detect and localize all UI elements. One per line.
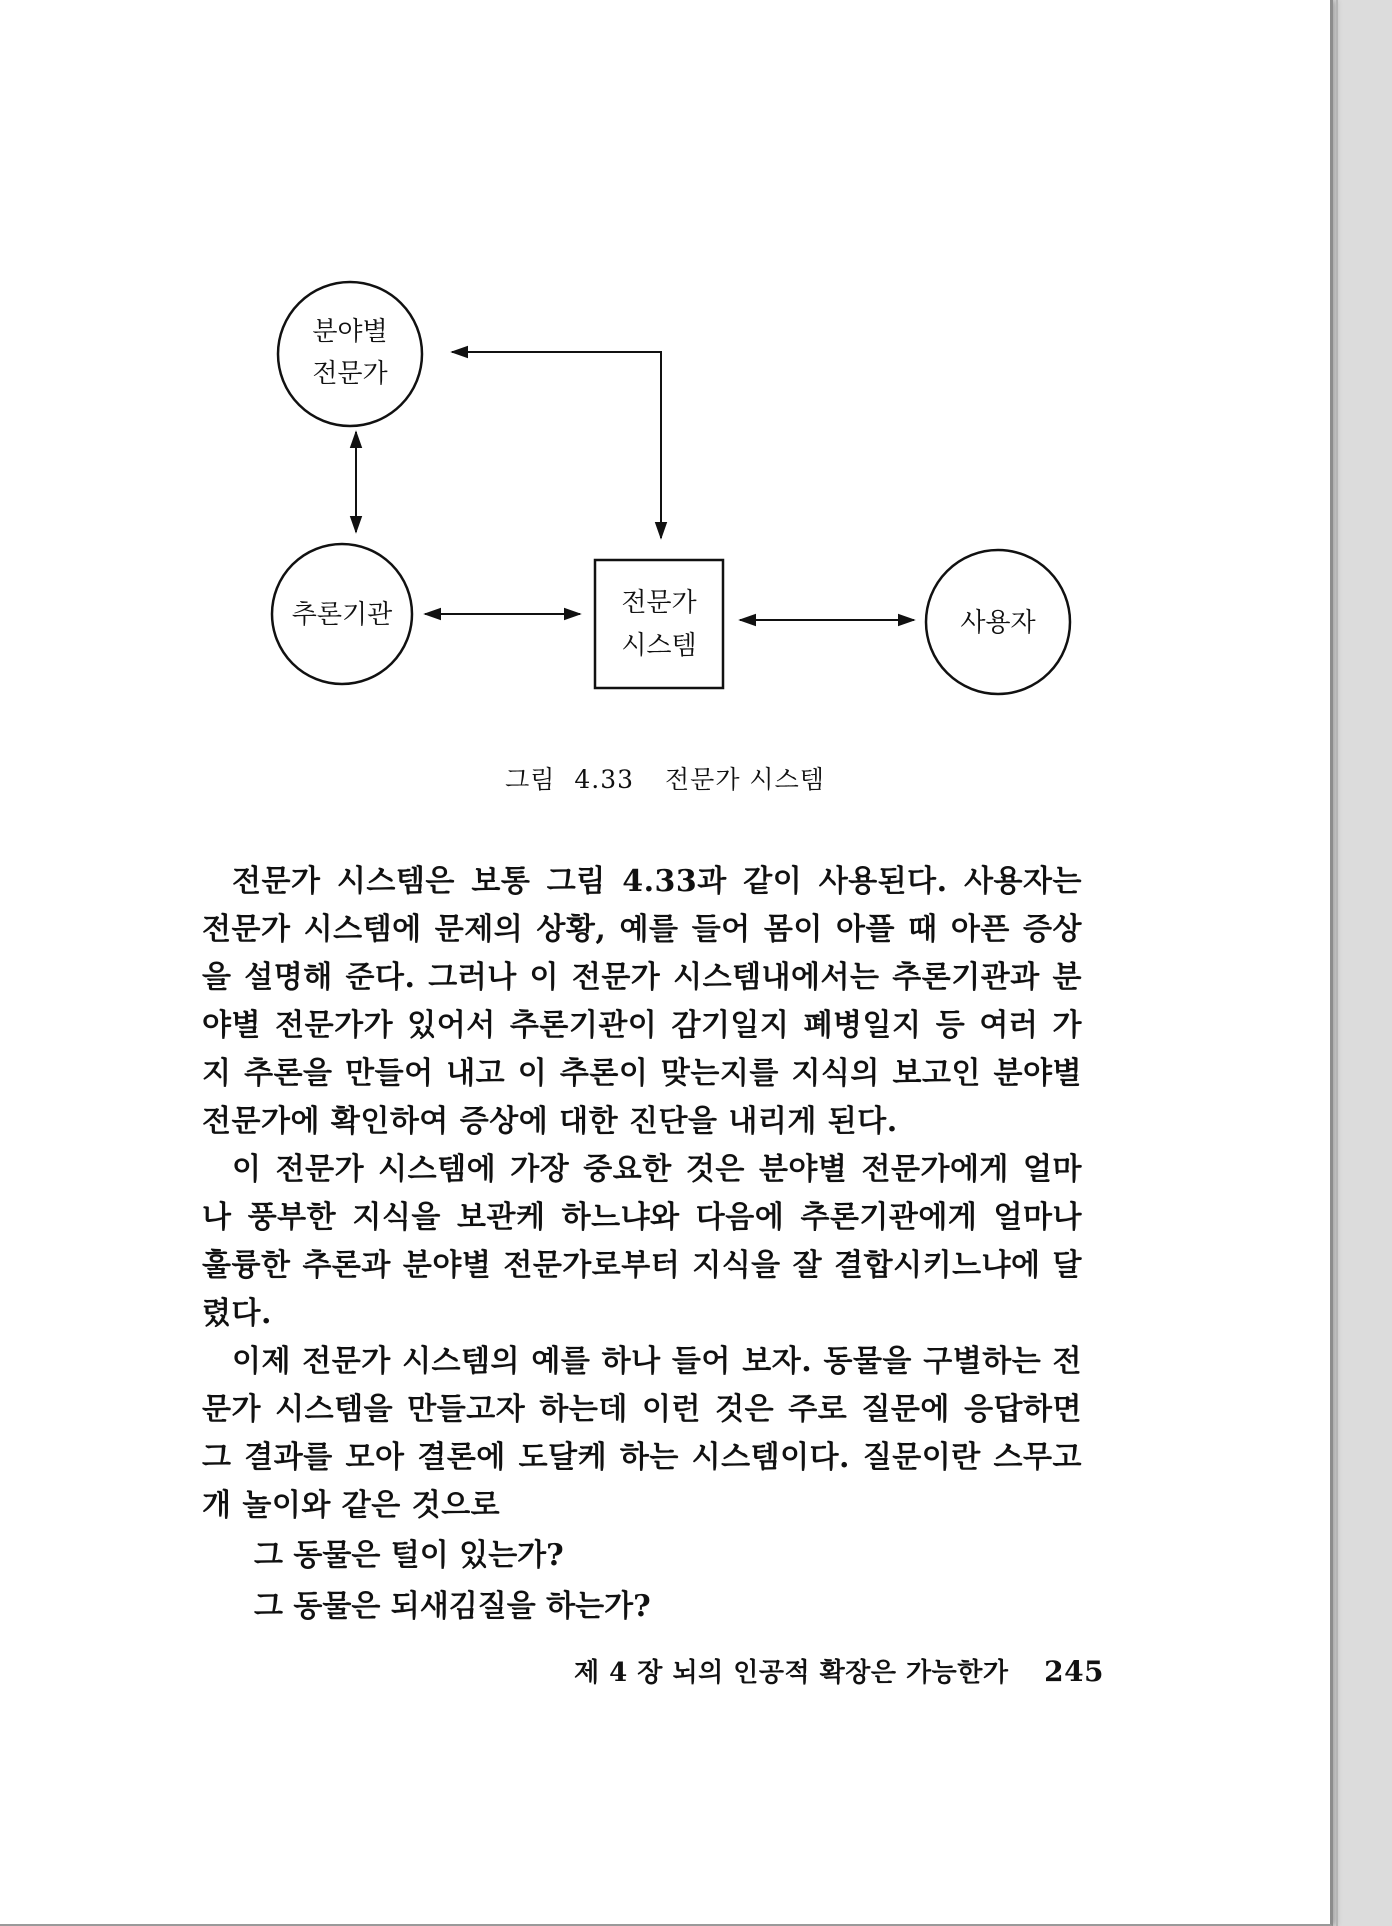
edge-system-expert bbox=[452, 352, 661, 538]
domain-expert-label-line2: 전문가 bbox=[312, 359, 388, 389]
expert-system-label-line1: 전문가 bbox=[621, 588, 697, 618]
paragraph: 전문가 시스템은 보통 그림 4.33과 같이 사용된다. 사용자는 전문가 시스템에 문제의 상황, 예를 들어 몸이 아플 때 아픈 증상을 설명해 준다. 그러나 이 전문가 시스템내에서는 추론기관과 분야별 전문가가 있어서 추론기관이 감기일지 폐병일지 등 여러 가지 추론을 만들어 내고 이 추론이 맞는지를 지식의 보고인 분야별 전문가에 확인하여 증상에 대한 진단을 내리게 된다. bbox=[202, 864, 1082, 1139]
caption-prefix: 그림 bbox=[505, 765, 556, 794]
node-domain-expert bbox=[278, 282, 422, 426]
domain-expert-label-line1: 분야별 bbox=[312, 317, 388, 347]
page-number: 245 bbox=[1044, 1655, 1105, 1688]
page-footer bbox=[574, 1652, 1104, 1689]
question-line: 그 동물은 털이 있는가? bbox=[254, 1538, 564, 1573]
caption-number: 4.33 bbox=[574, 765, 635, 794]
inference-engine-label: 추론기관 bbox=[291, 600, 393, 630]
node-user bbox=[926, 550, 1070, 694]
page-edge bbox=[1336, 0, 1338, 1926]
expert-system-label-line2: 시스템 bbox=[621, 631, 697, 661]
user-label: 사용자 bbox=[960, 608, 1036, 638]
paragraph: 이 전문가 시스템에 가장 중요한 것은 분야별 전문가에게 얼마나 풍부한 지식을 보관케 하느냐와 다음에 추론기관에게 얼마나 훌륭한 추론과 분야별 전문가로부터 지식을 잘 결합시키느냐에 달렸다. bbox=[202, 1152, 1082, 1331]
example-questions bbox=[254, 1530, 651, 1632]
figure-caption bbox=[0, 760, 1330, 796]
caption-title: 전문가 시스템 bbox=[665, 765, 825, 794]
body-text bbox=[202, 858, 1082, 1530]
expert-system-diagram bbox=[0, 0, 1330, 760]
paragraph: 이제 전문가 시스템의 예를 하나 들어 보자. 동물을 구별하는 전문가 시스템을 만들고자 하는데 이런 것은 주로 질문에 응답하면 그 결과를 모아 결론에 도달케 하는 시스템이다. 질문이란 스무고개 놀이와 같은 것으로 bbox=[202, 1344, 1082, 1523]
node-inference-engine bbox=[272, 544, 412, 684]
question-line: 그 동물은 되새김질을 하는가? bbox=[254, 1589, 651, 1624]
node-expert-system bbox=[595, 560, 723, 688]
chapter-title: 제 4 장 뇌의 인공적 확장은 가능한가 bbox=[574, 1658, 1009, 1688]
